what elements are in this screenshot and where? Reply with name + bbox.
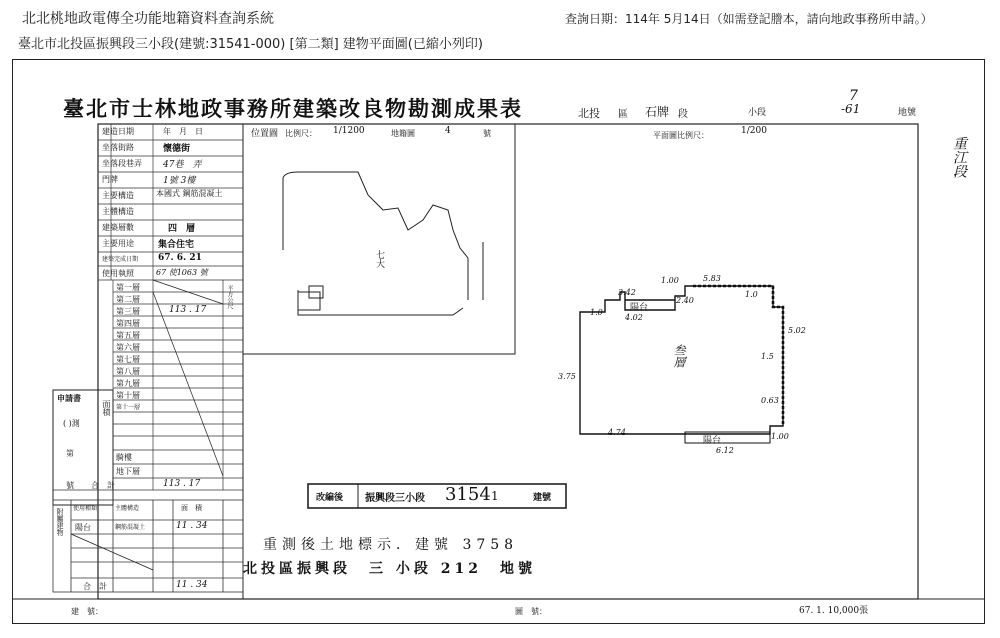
row-label-3: 門牌 — [102, 175, 118, 184]
floor-row-5: 第六層 — [116, 343, 140, 352]
row-label-8: 建築完成日期 — [102, 256, 139, 263]
dim-10: 1.5 — [761, 352, 774, 361]
unit-sqm: 平方公尺 — [226, 285, 233, 309]
floor-row-4: 第五層 — [116, 331, 140, 340]
row-label-0: 建造日期 — [102, 127, 134, 136]
annex-row-0-structure: 鋼筋混凝土 — [115, 524, 146, 531]
floor-row-3: 第四層 — [116, 319, 140, 328]
floor-row-10: 第十一層 — [116, 404, 141, 411]
footer-print-info: 67. 1. 10,000張 — [799, 606, 869, 616]
row-value-6: 四 層 — [168, 224, 196, 234]
dim-13: 1.00 — [771, 432, 789, 441]
row-label-5: 主體構造 — [102, 207, 134, 216]
row-value-3: 1號 3樓 — [163, 176, 196, 186]
row-value-1: 懷德街 — [163, 144, 191, 154]
title-district-unit: 區 — [618, 109, 628, 120]
stamp-label: 改編後 — [316, 493, 344, 503]
survey-title: 臺北市士林地政事務所建築改良物勘測成果表 — [63, 96, 523, 121]
site-label: 七大 — [374, 250, 384, 268]
applicant-label: 申請書 — [57, 393, 81, 403]
location-map-label: 位置圖 — [251, 129, 279, 139]
dim-4: 2.40 — [676, 296, 694, 305]
row-label-4: 主要構造 — [102, 191, 134, 200]
system-title: 北北桃地政電傳全功能地籍資料查詢系統 — [22, 11, 274, 27]
total-area: 113 . 17 — [163, 479, 201, 489]
floor-row-8: 第九層 — [116, 379, 140, 388]
annex-header-structure: 主體構造 — [115, 505, 140, 512]
title-section: 石牌 — [645, 105, 670, 119]
balcony-bottom: 陽台 — [703, 436, 722, 446]
title-subsection-unit: 小段 — [748, 108, 767, 118]
floor-row-basement: 地下層 — [116, 467, 140, 476]
annex-row-0-area: 11 . 34 — [176, 521, 208, 531]
row-value-8: 67. 6. 21 — [158, 253, 202, 263]
floor-row-0: 第一層 — [116, 283, 140, 292]
annex-side-label: 附屬建物 — [56, 508, 64, 536]
row-value-7: 集合住宅 — [158, 240, 195, 250]
cadastral-map-no: 4 — [445, 126, 451, 136]
building-no-prefix: 振興段三小段 — [365, 493, 425, 504]
number-label: 第 — [66, 449, 74, 458]
row-value-9: 67 使1063 號 — [156, 268, 208, 277]
floor-row-2: 第三層 — [116, 307, 140, 316]
row-label-1: 坐落街路 — [102, 143, 134, 152]
dim-3: 3.42 — [618, 288, 636, 297]
row-label-9: 使用執照 — [102, 269, 134, 278]
query-date: 查詢日期：114年 5月14日（如需登記謄本，請向地政事務所申請。） — [565, 12, 933, 26]
location-scale-label: 比例尺： — [285, 129, 317, 138]
dim-12: 4.74 — [608, 428, 626, 437]
building-no-tail: 建號 — [533, 493, 552, 503]
lot-number: 7 — [849, 88, 858, 104]
dim-2: 5.83 — [703, 274, 721, 283]
dim-5: 1.0 — [590, 308, 603, 317]
floor-label: 叁層 — [672, 344, 686, 368]
dim-6: 4.02 — [625, 313, 643, 322]
row-label-7: 主要用途 — [102, 239, 134, 248]
row-label-6: 建築層數 — [102, 223, 134, 232]
dim-7: 1.0 — [745, 290, 758, 299]
floor-plan-scale: 1/200 — [741, 126, 767, 136]
dim-9: 3.75 — [558, 372, 576, 381]
row-value-4: 本國式 鋼筋混凝土 — [156, 189, 223, 198]
dim-8: 5.02 — [788, 326, 806, 335]
floor-area-third: 113 . 17 — [169, 305, 207, 315]
dim-11: 0.63 — [761, 396, 779, 405]
floor-row-6: 第七層 — [116, 355, 140, 364]
cadastral-map-label: 地籍圖 — [391, 129, 415, 138]
building-no-suffix: 1 — [491, 489, 499, 503]
annex-total-label: 合 計 — [83, 582, 107, 591]
lot-number-sub: -61 — [841, 102, 861, 116]
row-value-0: 年 月 日 — [163, 127, 203, 136]
resurvey-lot: 北投區振興段 三 小段 212 地號 — [243, 561, 536, 577]
title-section-unit: 段 — [678, 109, 688, 120]
balcony-top: 陽台 — [630, 303, 649, 313]
dim-14: 6.12 — [716, 446, 734, 455]
footer-building-no: 建 號： — [71, 607, 103, 616]
footer-map-no: 圖 號： — [515, 607, 547, 616]
title-district: 北投 — [578, 107, 600, 120]
annex-row-0-purpose: 陽台 — [75, 523, 91, 532]
cadastral-map-unit: 號 — [483, 129, 491, 138]
area-label: 面積 — [102, 400, 111, 416]
annex-total-area: 11 . 34 — [176, 580, 208, 590]
floor-row-9: 第十層 — [116, 391, 140, 400]
dim-1: 1.00 — [661, 276, 679, 285]
floor-plan-scale-label: 平面圖比例尺： — [653, 131, 709, 140]
side-handwritten-note: 重江段 — [951, 136, 967, 178]
location-scale: 1/1200 — [333, 126, 365, 136]
resurvey-line: 重測後土地標示．建號 3758 — [263, 537, 519, 553]
floor-row-1: 第二層 — [116, 295, 140, 304]
row-label-2: 坐落段巷弄 — [102, 159, 142, 168]
scanned-survey-document — [12, 59, 985, 624]
annex-header-area: 面 積 — [181, 504, 202, 512]
survey-label: ( )測 — [63, 419, 80, 428]
floor-row-arcade: 騎樓 — [116, 453, 132, 462]
floor-row-7: 第八層 — [116, 367, 140, 376]
building-no: 3154 — [445, 484, 491, 505]
annex-header-purpose: 使用種類 — [73, 505, 98, 512]
lot-unit: 地號 — [898, 108, 917, 118]
row-value-2: 47巷 弄 — [163, 160, 202, 170]
no-label: 號 — [66, 481, 74, 490]
total-label: 合 計 — [91, 481, 115, 490]
document-subtitle: 臺北市北投區振興段三小段(建號:31541-000) [第二類] 建物平面圖(已縮小列印) — [18, 37, 483, 52]
